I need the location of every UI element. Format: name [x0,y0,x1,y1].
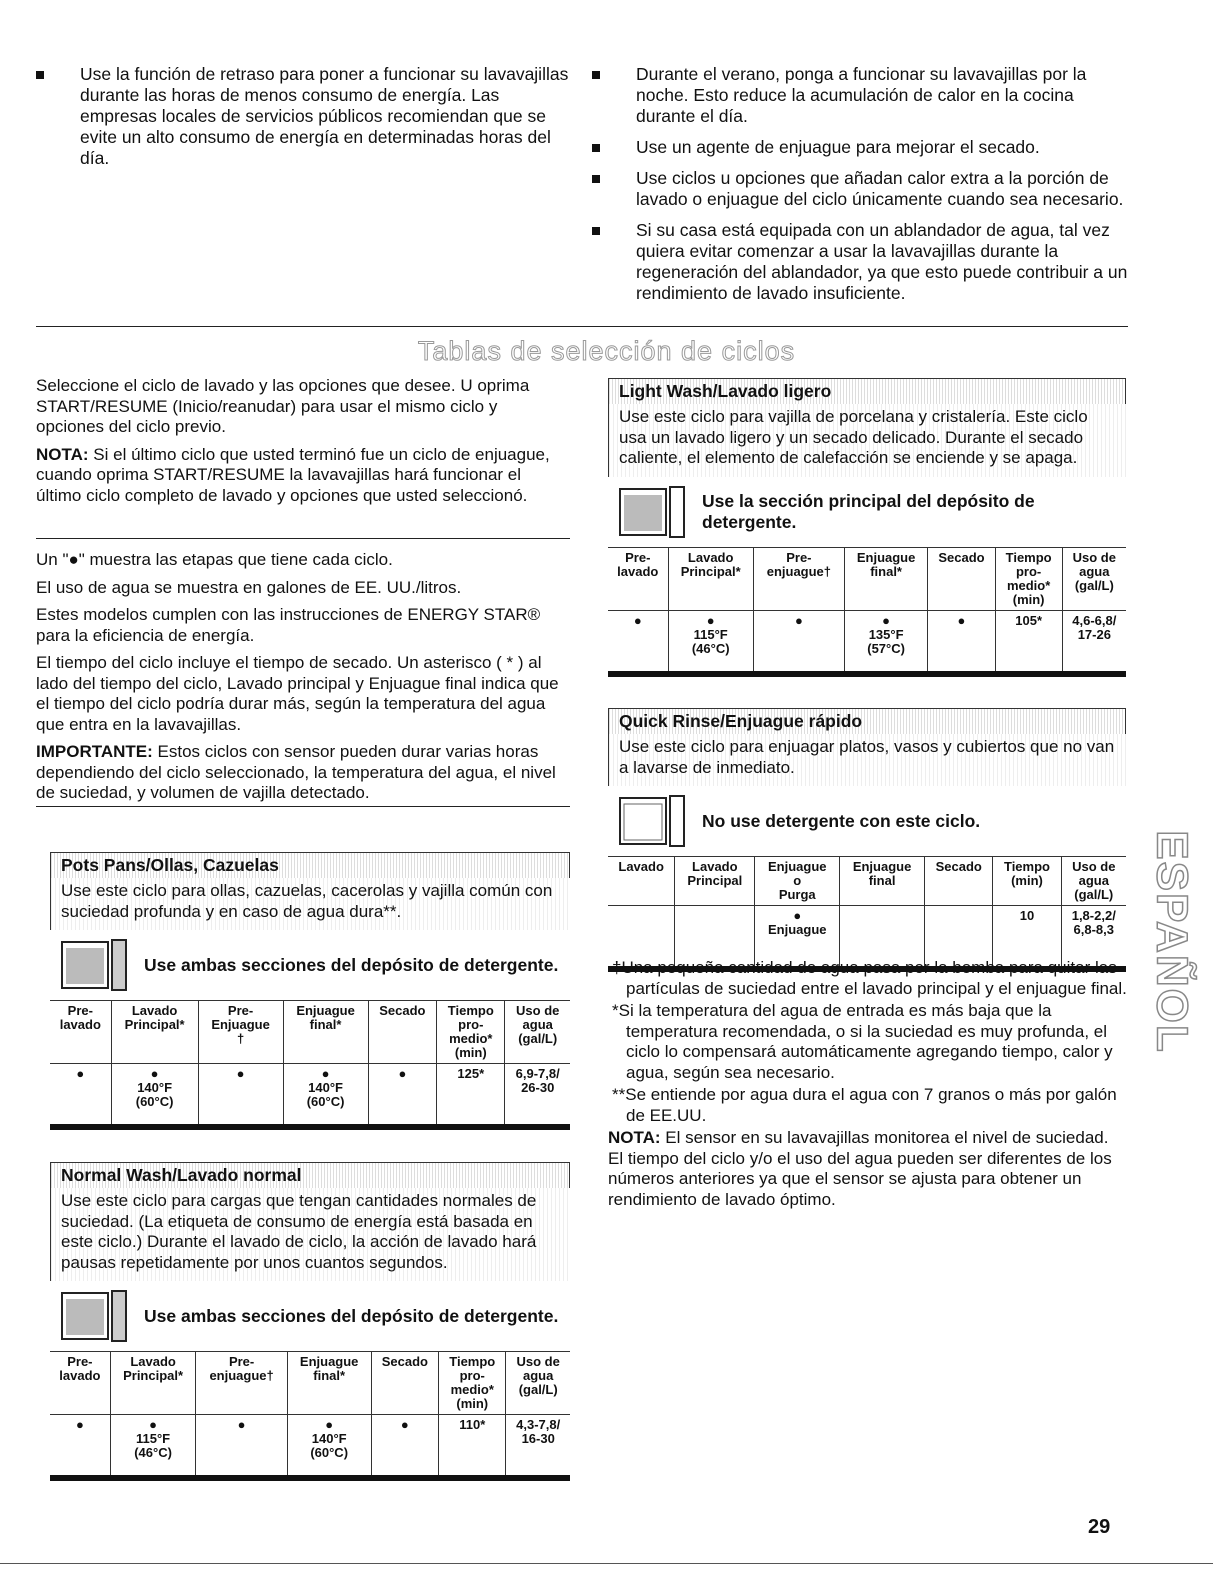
detergent-instruction: Use ambas secciones del depósito de detergente. [50,1281,570,1351]
table-header-cell: Secado [368,1001,437,1064]
table-cell: ● [196,1415,287,1479]
table-cell: ● [368,1064,437,1128]
table-header-cell: Enjuague o Purga [755,857,840,906]
table-cell: ● [928,610,995,674]
cycle-box-quick-rinse [608,708,1126,972]
divider [36,326,1128,327]
table-cell: 105* [995,610,1062,674]
intro-paragraph: Seleccione el ciclo de lavado y las opciones que desee. U oprima START/RESUME (Inicio/reanudar) para usar el mismo ciclo y opciones del ciclo previo. [36,376,530,436]
table-header-cell: Enjuague final* [287,1352,371,1415]
table-header-cell: Pre- lavado [50,1352,110,1415]
footnote: *Si la temperatura del agua de entrada es más baja que la temperatura recomendada, o si la suciedad es muy profunda, el ciclo lo compensará automáticamente agregando tiempo, calor y agua, según sea necesario. [612,1001,1113,1082]
footnote: †Una pequeña cantidad de agua pasa por la bomba para quitar las partículas de suciedad entre el lavado principal y el enjuague final. [612,958,1127,998]
cycle-description: Use este ciclo para enjuagar platos, vasos y cubiertos que no van a lavarse de inmediato. [608,734,1126,786]
cycle-description: Use este ciclo para ollas, cazuelas, cacerolas y vajilla común con suciedad profunda y en caso de agua dura**. [50,878,570,930]
table-header-cell: Secado [928,547,995,610]
table-header-cell: Enjuague final* [283,1001,368,1064]
table-header-cell: Pre- lavado [608,547,668,610]
cycle-table [50,1000,570,1130]
table-header-cell: Tiempo pro- medio* (min) [439,1352,506,1415]
table-header-cell: Pre- enjuague† [753,547,844,610]
cycle-box-pots-pans [50,852,570,1130]
table-header-cell: Enjuague final* [844,547,927,610]
intro-paragraph: El uso de agua se muestra en galones de EE. UU./litros. [36,577,462,597]
footnotes [608,958,1128,1210]
cycle-description: Use este ciclo para cargas que tengan cantidades normales de suciedad. (La etiqueta de consumo de energía está basada en este ciclo.) Durante el lavado de ciclo, la acción de lavado hará pausas repetidamente por unos cuantos segundos. [50,1188,570,1281]
table-cell: 110* [439,1415,506,1479]
table-row [50,1415,570,1479]
table-header-cell: Pre- enjuague† [196,1352,287,1415]
table-header-cell: Secado [371,1352,439,1415]
table-header-row [50,1352,570,1415]
cycle-table [50,1351,570,1481]
cycle-table [608,856,1126,972]
page-number: 29 [1088,1516,1111,1538]
cycle-title: Quick Rinse/Enjuague rápido [608,708,1126,734]
table-header-cell: Lavado Principal* [668,547,753,610]
section-title: Tablas de selección de ciclos [417,336,796,366]
side-tab-language: ESPAÑOL [1148,830,1197,1054]
table-cell: ● 140°F (60°C) [283,1064,368,1128]
table-row [608,610,1126,674]
table-cell: 4,6-6,8/ 17-26 [1062,610,1126,674]
table-cell: 125* [437,1064,505,1128]
table-cell: ● [198,1064,283,1128]
detergent-dispenser-icon [60,938,128,992]
table-header-cell: Lavado Principal* [111,1001,198,1064]
table-header-row [608,857,1126,906]
detergent-dispenser-icon [618,485,686,539]
intro-block [36,376,570,513]
cycle-box-normal-wash [50,1162,570,1481]
table-header-cell: Lavado Principal* [110,1352,196,1415]
table-header-cell: Uso de agua (gal/L) [1062,547,1126,610]
detergent-instruction: Use ambas secciones del depósito de detergente. [50,930,570,1000]
divider [36,538,570,539]
cycle-title: Pots Pans/Ollas, Cazuelas [50,852,570,878]
nota-paragraph: NOTA: Si el último ciclo que usted terminó fue un ciclo de enjuague, cuando oprima START/RESUME la lavavajillas hará funcionar el último ciclo completo de lavado y opciones que usted seleccionó. [36,444,550,505]
table-header-cell: Pre- lavado [50,1001,111,1064]
table-cell: ● [371,1415,439,1479]
top-right-bullets [592,64,1128,314]
cycle-title: Light Wash/Lavado ligero [608,378,1126,404]
final-nota: NOTA: El sensor en su lavavajillas monitorea el nivel de suciedad. El tiempo del ciclo y/o el uso del agua pueden ser diferentes de los números anteriores ya que el sensor se ajusta para obtener un rendimiento de lavado óptimo. [608,1128,1112,1209]
table-cell: 4,3-7,8/ 16-30 [506,1415,570,1479]
bullet-item: Durante el verano, ponga a funcionar su lavavajillas por la noche. Esto reduce la acumulación de calor en la cocina durante el día. [592,64,1128,127]
table-cell: ● 140°F (60°C) [287,1415,371,1479]
table-cell: ● [753,610,844,674]
table-cell: ● 115°F (46°C) [110,1415,196,1479]
detergent-instruction: No use detergente con este ciclo. [608,786,1126,856]
cycle-description: Use este ciclo para vajilla de porcelana y cristalería. Este ciclo usa un lavado ligero y un secado delicado. Durante el secado caliente, el elemento de calefacción se enciende y se apaga. [608,404,1126,477]
table-cell: ● Enjuague [755,906,840,970]
table-header-cell: Tiempo (min) [993,857,1061,906]
divider [36,806,570,807]
bullet-item: Use la función de retraso para poner a funcionar su lavavajillas durante las horas de menos consumo de energía. Las empresas locales de servicios públicos recomiendan que se evite un alto consumo de energía en determinadas horas del día. [36,64,576,169]
table-header-cell: Secado [924,857,992,906]
table-cell: 1,8-2,2/ 6,8-8,3 [1061,906,1126,970]
table-header-row [50,1001,570,1064]
intro-paragraph: El tiempo del ciclo incluye el tiempo de secado. Un asterisco ( * ) al lado del tiempo del ciclo, Lavado principal y Enjuague final indica que el tiempo del ciclo podría durar más, según la temperatura del agua que entra en la lavavajillas. [36,653,559,734]
table-cell: ● [50,1064,111,1128]
table-cell: ● 135°F (57°C) [844,610,927,674]
detergent-dispenser-icon [618,794,686,848]
table-cell: ● [50,1415,110,1479]
bullet-item: Si su casa está equipada con un ablandador de agua, tal vez quiera evitar comenzar a usar la lavavajillas durante la regeneración del ablandador, ya que esto puede contribuir a un rendimiento de lavado insuficiente. [592,220,1128,304]
bullet-item: Use un agente de enjuague para mejorar el secado. [592,137,1128,158]
table-header-cell: Uso de agua (gal/L) [506,1352,570,1415]
intro-paragraph: Un "●" muestra las etapas que tiene cada ciclo. [36,550,393,569]
table-header-cell: Tiempo pro- medio* (min) [995,547,1062,610]
importante-paragraph: IMPORTANTE: Estos ciclos con sensor pueden durar varias horas dependiendo del ciclo seleccionado, la temperatura del agua, el nivel de suciedad, y volumen de vajilla detectado. [36,742,556,802]
table-header-cell: Uso de agua (gal/L) [505,1001,570,1064]
table-cell: ● 115°F (46°C) [668,610,753,674]
top-left-bullets [36,64,576,179]
table-cell: ● 140°F (60°C) [111,1064,198,1128]
cycle-box-light-wash [608,378,1126,677]
detergent-instruction: Use la sección principal del depósito de detergente. [608,477,1126,547]
table-header-cell: Pre- Enjuague † [198,1001,283,1064]
table-header-cell: Lavado Principal [675,857,755,906]
table-header-row [608,547,1126,610]
detergent-dispenser-icon [60,1289,128,1343]
table-header-cell: Tiempo pro- medio* (min) [437,1001,505,1064]
intro-block-2 [36,550,570,811]
table-row [50,1064,570,1128]
table-header-cell: Enjuague final [840,857,925,906]
cycle-title: Normal Wash/Lavado normal [50,1162,570,1188]
table-header-cell: Uso de agua (gal/L) [1061,857,1126,906]
cycle-table [608,547,1126,677]
table-header-cell: Lavado [608,857,675,906]
table-cell: 6,9-7,8/ 26-30 [505,1064,570,1128]
intro-paragraph: Estes modelos cumplen con las instrucciones de ENERGY STAR® para la eficiencia de energía. [36,605,541,645]
bottom-rule [0,1563,1213,1564]
footnote: **Se entiende por agua dura el agua con 7 granos o más por galón de EE.UU. [612,1085,1117,1125]
table-cell: ● [608,610,668,674]
table-cell: 10 [993,906,1061,970]
bullet-item: Use ciclos u opciones que añadan calor extra a la porción de lavado o enjuague del ciclo únicamente cuando sea necesario. [592,168,1128,210]
